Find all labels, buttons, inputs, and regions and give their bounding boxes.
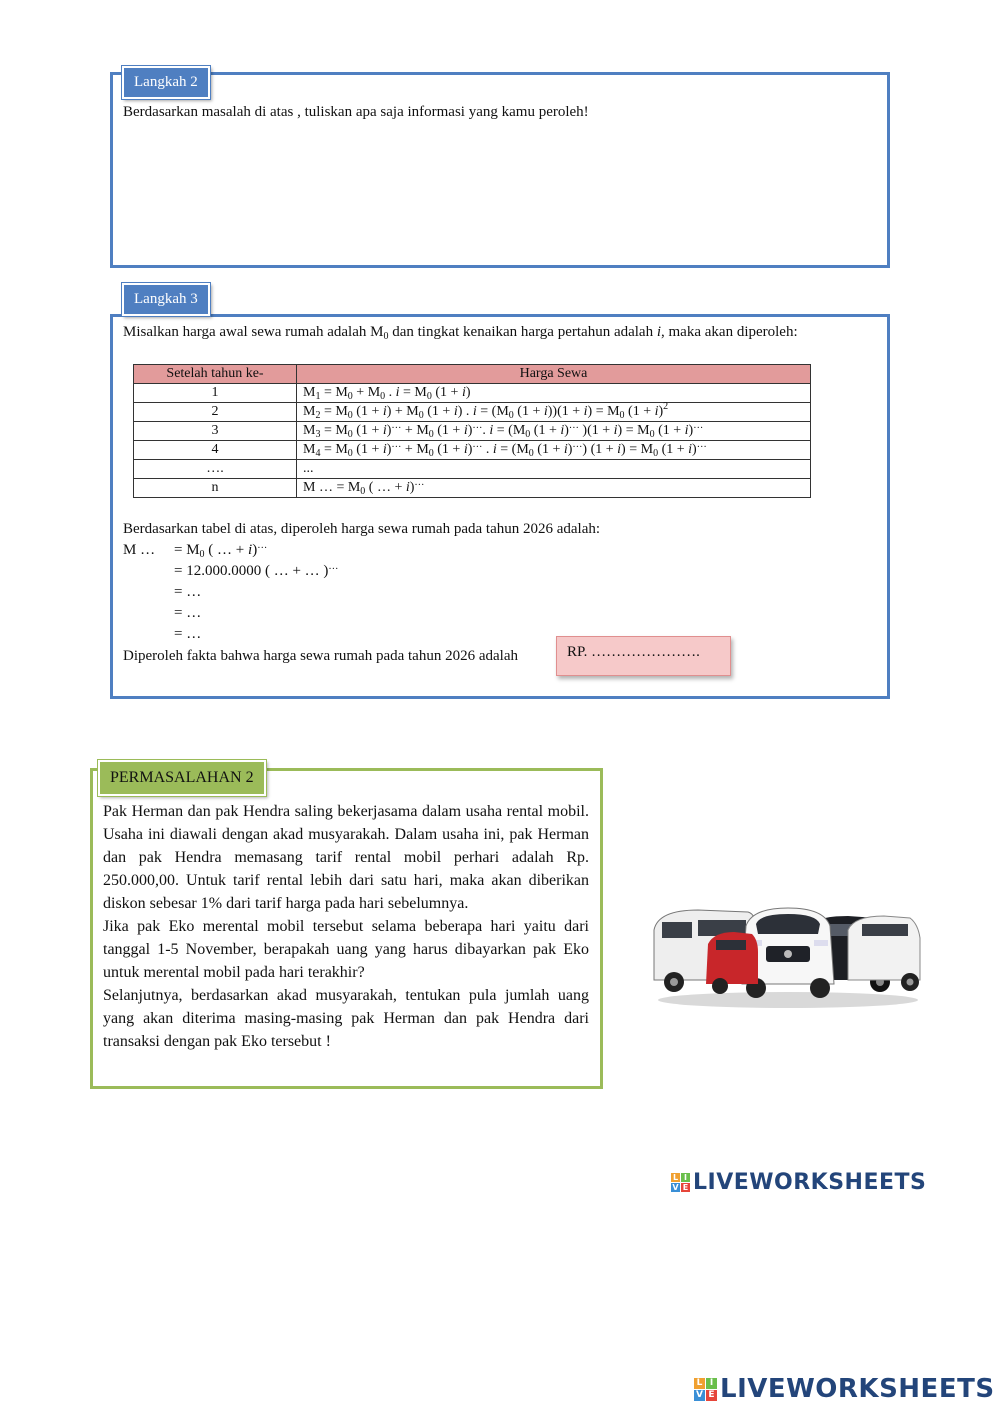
table-cell-year: 4	[134, 441, 297, 460]
langkah2-tab: Langkah 2	[122, 66, 210, 99]
logo-mark-icon: L I V E	[672, 1173, 689, 1192]
permasalahan2-tab: PERMASALAHAN 2	[98, 760, 266, 796]
table-cell-year: n	[134, 479, 297, 498]
logo-text: LIVEWORKSHEETS	[720, 1374, 995, 1404]
table-row	[134, 384, 811, 403]
table-header-year: Setelah tahun ke-	[134, 365, 297, 384]
table-row	[134, 441, 811, 460]
problem-text	[103, 800, 589, 1053]
calc-lhs: M …	[123, 542, 156, 558]
white-mpv-icon	[848, 916, 920, 991]
calc-step-1: = $M_0$ ( … + i)…	[174, 540, 268, 560]
table-cell-formula: $M_2 = M_0$ $(1 + i) + M_0$ (1 + i) . $i = (M_0$ $(1 + i))(1 + i) = M_0$ $(1 + i)^2$	[297, 403, 811, 422]
conclusion-text: Diperoleh fakta bahwa harga sewa rumah pada tahun 2026 adalah	[123, 648, 518, 664]
problem-paragraph: Pak Herman dan pak Hendra saling bekerjasama dalam usaha rental mobil. Usaha ini diawali dengan akad musyarakah. Dalam usaha ini, pak Herman dan pak Hendra memasang tarif rental mobil perhari adalah Rp. 250.000,00. Untuk tarif rental lebih dari satu hari, maka akan diberikan diskon sebesar 1% dari tarif harga pada hari sebelumnya.	[103, 803, 589, 912]
table-cell-formula: ...	[297, 460, 811, 479]
table-cell-year: ….	[134, 460, 297, 479]
table-cell-formula: $M_1 = M_0 + M_0$ . $i = M_0$ (1 + i)	[297, 384, 811, 403]
table-row	[134, 479, 811, 498]
table-header-price: Harga Sewa	[297, 365, 811, 384]
calc-step-4[interactable]: = …	[174, 605, 202, 621]
answer-field[interactable]: RP. ………………….	[556, 636, 731, 676]
logo-text: LIVEWORKSHEETS	[693, 1170, 927, 1195]
table-cell-year: 3	[134, 422, 297, 441]
langkah2-answer-field[interactable]	[122, 128, 882, 260]
table-header-row	[134, 365, 811, 384]
table-row	[134, 460, 811, 479]
harga-sewa-table	[133, 364, 811, 498]
table-row	[134, 403, 811, 422]
table-cell-year: 1	[134, 384, 297, 403]
liveworksheets-logo-footer[interactable]	[694, 1374, 995, 1404]
table-cell-formula: $M_3 = M_0$ $(1 + i)^\dots + M_0$ (1 + i)…. $i = (M_0$ (1 + i)… )$(1 + i) = M_0$ (1 + i)…	[297, 422, 811, 441]
langkah3-tab: Langkah 3	[122, 283, 210, 316]
langkah3-intro: Misalkan harga awal sewa rumah adalah $M_0$ dan tingkat kenaikan harga pertahun adalah i, maka akan diperoleh:	[123, 324, 798, 342]
liveworksheets-logo[interactable]	[671, 1170, 926, 1195]
table-row	[134, 422, 811, 441]
problem-paragraph: Jika pak Eko merental mobil tersebut selama beberapa hari yaitu dari tanggal 1-5 November, berapakah uang yang harus dibayarkan pak Eko untuk merental mobil pada hari terakhir?	[103, 918, 589, 981]
calc-step-5[interactable]: = …	[174, 626, 202, 642]
problem-paragraph: Selanjutnya, berdasarkan akad musyarakah, tentukan pula jumlah uang yang akan diterima masing-masing pak Herman dan pak Hendra dari transaksi dengan pak Eko tersebut !	[103, 987, 589, 1050]
rental-cars-image	[648, 900, 924, 1010]
table-cell-formula: M … = $M_0$ ( … + i)…	[297, 479, 811, 498]
logo-mark-icon: L I V E	[694, 1378, 717, 1401]
calc-intro: Berdasarkan tabel di atas, diperoleh harga sewa rumah pada tahun 2026 adalah:	[123, 521, 601, 537]
table-cell-formula: $M_4 = M_0$ $(1 + i)^\dots + M_0$ (1 + i)… . $i = (M_0$ (1 + i)…) $(1 + i) = M_0$ (1 + i)…	[297, 441, 811, 460]
table-cell-year: 2	[134, 403, 297, 422]
calc-step-2: = 12.000.0000 ( … + … )…	[174, 561, 339, 579]
calc-step-3[interactable]: = …	[174, 584, 202, 600]
langkah2-instruction: Berdasarkan masalah di atas , tuliskan apa saja informasi yang kamu peroleh!	[123, 104, 589, 120]
